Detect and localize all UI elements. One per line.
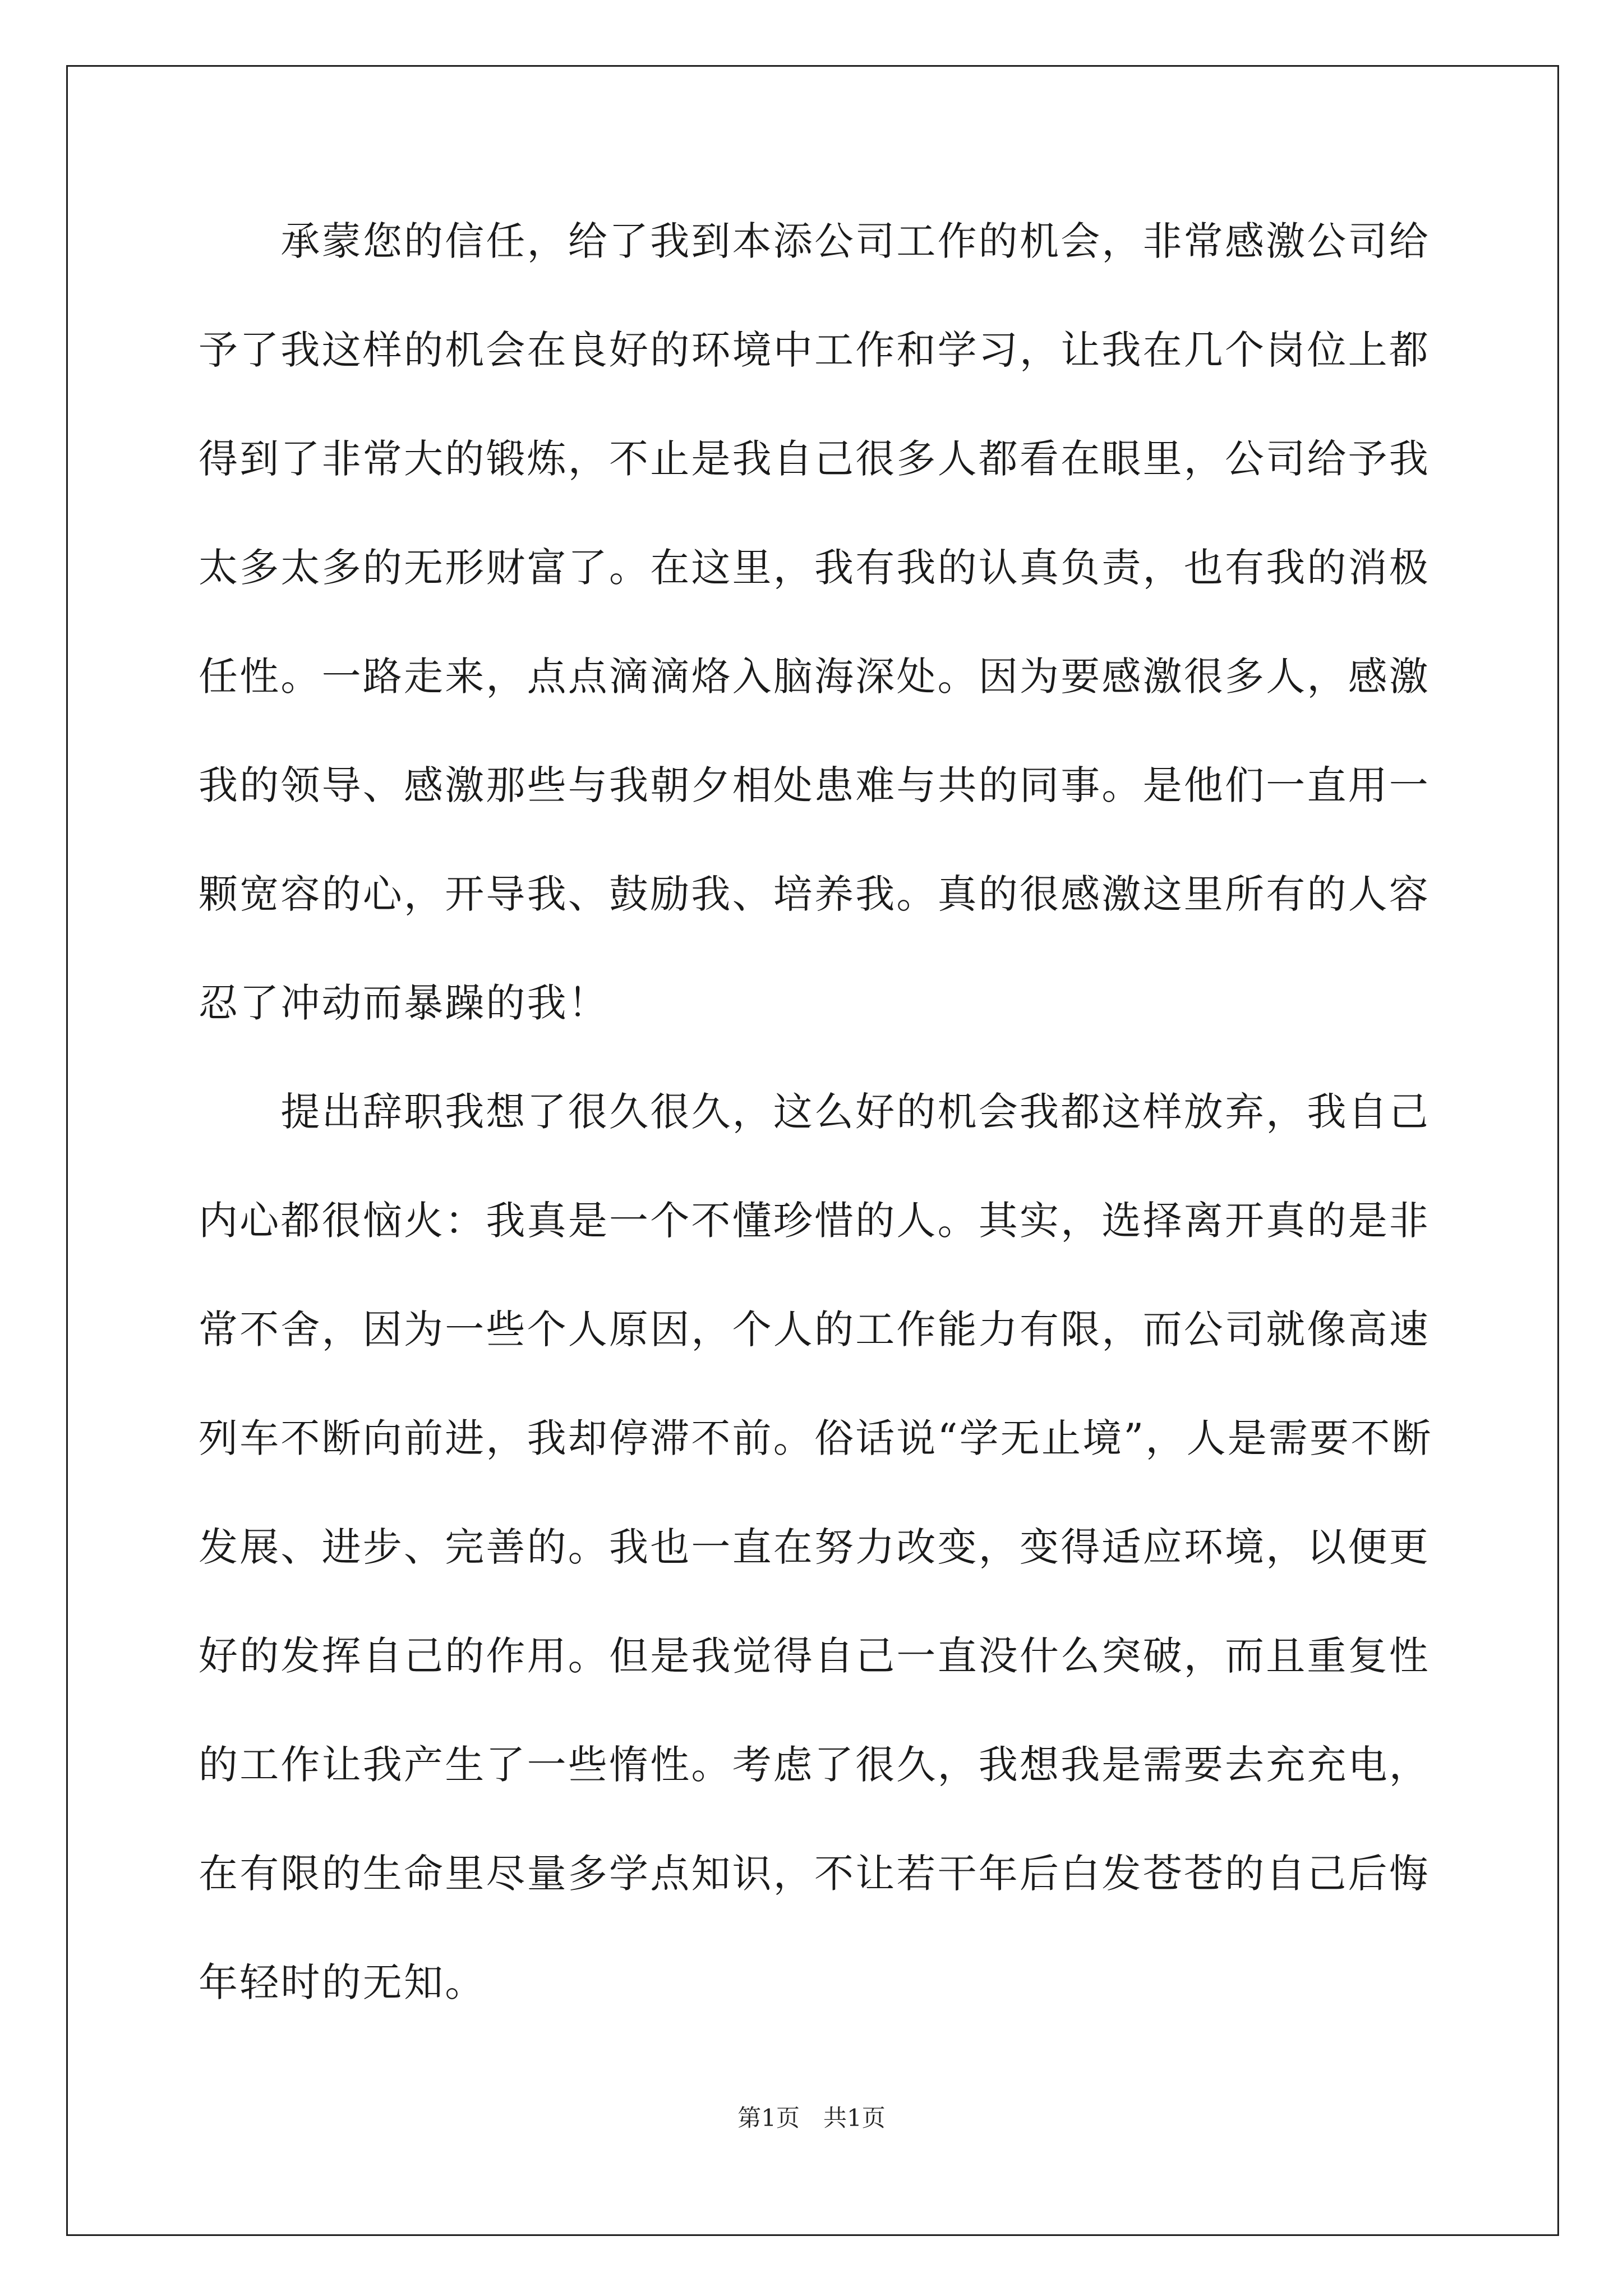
text-line: 任性。一路走来，点点滴滴烙入脑海深处。因为要感激很多人，感激 <box>199 654 1430 700</box>
text-line: 内心都很恼火：我真是一个不懂珍惜的人。其实，选择离开真的是非 <box>199 1198 1430 1244</box>
text-line: 年轻时的无知。 <box>199 1959 486 2005</box>
page-footer: 第1页 共1页 <box>737 2104 886 2132</box>
text-line: 列车不断向前进，我却停滞不前。俗话说“学无止境”，人是需要不断 <box>199 1415 1433 1461</box>
text-line: 好的发挥自己的作用。但是我觉得自己一直没什么突破，而且重复性 <box>199 1633 1430 1679</box>
text-line: 忍了冲动而暴躁的我！ <box>199 980 609 1026</box>
text-line: 颗宽容的心，开导我、鼓励我、培养我。真的很感激这里所有的人容 <box>199 871 1430 917</box>
text-line: 太多太多的无形财富了。在这里，我有我的认真负责，也有我的消极 <box>199 545 1430 591</box>
text-line: 予了我这样的机会在良好的环境中工作和学习，让我在几个岗位上都 <box>199 327 1430 373</box>
text-line: 提出辞职我想了很久很久，这么好的机会我都这样放弃，我自己 <box>199 1089 1430 1135</box>
text-line: 我的领导、感激那些与我朝夕相处患难与共的同事。是他们一直用一 <box>199 762 1430 808</box>
text-line: 在有限的生命里尽量多学点知识，不让若干年后白发苍苍的自己后悔 <box>199 1851 1430 1897</box>
text-line: 得到了非常大的锻炼，不止是我自己很多人都看在眼里，公司给予我 <box>199 436 1430 482</box>
document-body <box>199 213 1433 2063</box>
text-line: 发展、进步、完善的。我也一直在努力改变，变得适应环境，以便更 <box>199 1524 1430 1570</box>
text-line: 的工作让我产生了一些惰性。考虑了很久，我想我是需要去充充电， <box>199 1742 1430 1788</box>
text-line: 常不舍，因为一些个人原因，个人的工作能力有限，而公司就像高速 <box>199 1306 1430 1352</box>
text-line: 承蒙您的信任，给了我到本添公司工作的机会，非常感激公司给 <box>199 218 1430 264</box>
